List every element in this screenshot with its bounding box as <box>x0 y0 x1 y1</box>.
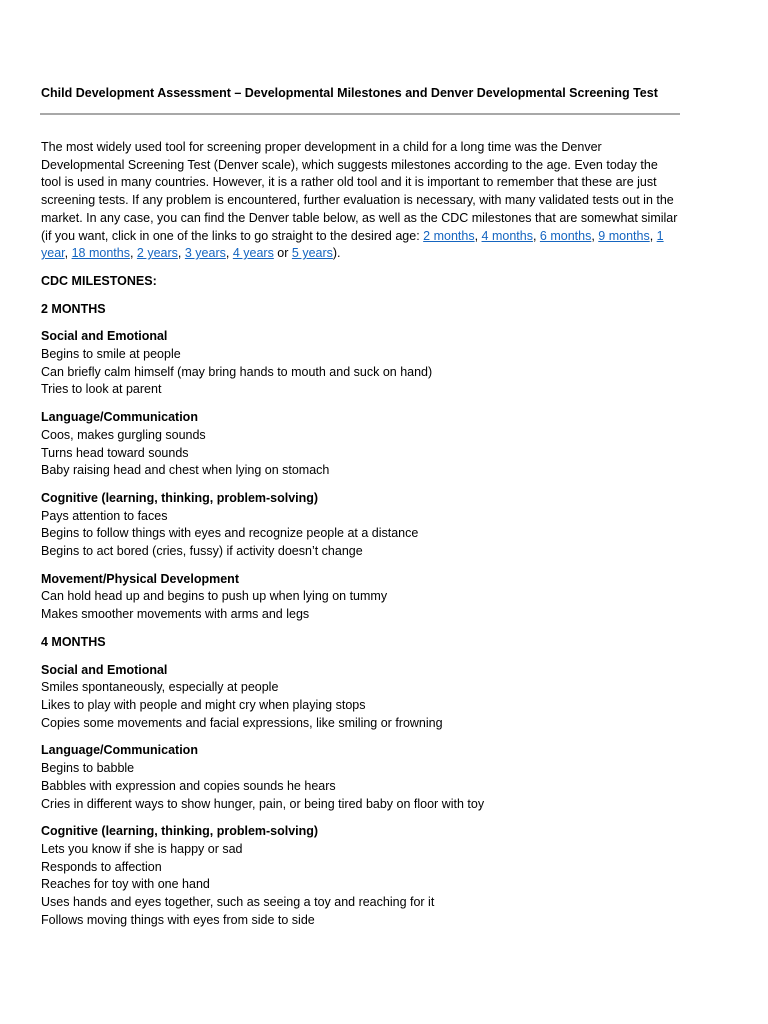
milestone-item: Turns head toward sounds <box>41 445 189 460</box>
milestone-item: Pays attention to faces <box>41 508 168 523</box>
link-separator: , <box>225 246 233 261</box>
age-link-5-years[interactable]: 5 years <box>291 246 333 261</box>
intro-paragraph <box>41 139 681 263</box>
section-title: Language/Communication <box>41 410 198 425</box>
milestone-section <box>41 823 681 929</box>
milestone-item: Makes smoother movements with arms and legs <box>41 607 310 622</box>
milestone-section <box>41 662 681 733</box>
milestone-item: Follows moving things with eyes from side to side <box>41 912 315 927</box>
milestone-item: Coos, makes gurgling sounds <box>41 427 206 442</box>
age-link-3-years[interactable]: 3 years <box>184 246 226 261</box>
milestone-section <box>41 490 681 561</box>
milestone-section <box>41 409 681 480</box>
milestone-item: Cries in different ways to show hunger, pain, or being tired baby on floor with toy <box>41 796 485 811</box>
age-link-2-years[interactable]: 2 years <box>136 246 178 261</box>
section-title: Language/Communication <box>41 743 198 758</box>
section-title: Cognitive (learning, thinking, problem-solving) <box>41 824 319 839</box>
link-separator: , <box>532 228 540 243</box>
milestone-item: Begins to babble <box>41 761 135 776</box>
milestone-item: Reaches for toy with one hand <box>41 877 210 892</box>
section-title: Social and Emotional <box>41 662 168 677</box>
link-separator: , <box>64 246 72 261</box>
milestone-section <box>41 571 681 624</box>
milestone-section <box>41 742 681 813</box>
milestone-item: Can briefly calm himself (may bring hands to mouth and suck on hand) <box>41 364 433 379</box>
intro-end: ). <box>332 246 341 261</box>
document-body <box>41 139 681 939</box>
age-groups <box>41 301 681 930</box>
age-link-6-months[interactable]: 6 months <box>539 228 592 243</box>
link-separator: , <box>177 246 185 261</box>
milestone-item: Begins to act bored (cries, fussy) if activity doesn’t change <box>41 544 363 559</box>
age-link-4-months[interactable]: 4 months <box>481 228 533 243</box>
link-separator: , <box>474 228 482 243</box>
link-separator: or <box>273 246 292 261</box>
age-link-9-months[interactable]: 9 months <box>598 228 650 243</box>
intro-text: The most widely used tool for screening proper development in a child for a long time was the Denver Developmental Screening Test (Denver scale), which suggests milestones according to the age. Even today the tool is used in many countries. However, it is a rather old tool and it is important to remember that these are just screening tests. If any problem is encountered, further evaluation is necessary, with many validated tests out in the market. In any case, you can find the Denver table below, as well as the CDC milestones that are somewhat similar (if you want, click in one of the links to go straight to the desired age: <box>41 140 678 243</box>
link-separator: , <box>649 228 657 243</box>
age-heading-2-months: 2 MONTHS <box>41 301 106 316</box>
milestone-item: Copies some movements and facial expressions, like smiling or frowning <box>41 715 443 730</box>
section-title: Cognitive (learning, thinking, problem-solving) <box>41 490 319 505</box>
milestone-item: Begins to follow things with eyes and recognize people at a distance <box>41 526 419 541</box>
milestone-item: Baby raising head and chest when lying on stomach <box>41 463 330 478</box>
age-link-18-months[interactable]: 18 months <box>71 246 130 261</box>
section-title: Social and Emotional <box>41 329 168 344</box>
cdc-milestones-heading: CDC MILESTONES: <box>41 273 157 288</box>
milestone-item: Smiles spontaneously, especially at people <box>41 680 279 695</box>
milestone-item: Uses hands and eyes together, such as seeing a toy and reaching for it <box>41 895 435 910</box>
link-separator: , <box>591 228 599 243</box>
milestone-item: Begins to smile at people <box>41 347 181 362</box>
document-title: Child Development Assessment – Developmental Milestones and Denver Developmental Screening Test <box>41 86 658 100</box>
milestone-item: Can hold head up and begins to push up when lying on tummy <box>41 589 388 604</box>
section-title: Movement/Physical Development <box>41 571 239 586</box>
link-separator: , <box>129 246 137 261</box>
age-heading-4-months: 4 MONTHS <box>41 634 106 649</box>
title-divider <box>40 113 680 115</box>
age-link-2-months[interactable]: 2 months <box>423 228 475 243</box>
milestone-item: Lets you know if she is happy or sad <box>41 841 243 856</box>
milestone-item: Babbles with expression and copies sounds he hears <box>41 778 336 793</box>
age-link-4-years[interactable]: 4 years <box>232 246 274 261</box>
milestone-item: Responds to affection <box>41 859 162 874</box>
age-link-1-year[interactable]: 1 year <box>41 228 664 261</box>
milestone-item: Tries to look at parent <box>41 382 162 397</box>
milestone-item: Likes to play with people and might cry when playing stops <box>41 697 366 712</box>
milestone-section <box>41 328 681 399</box>
